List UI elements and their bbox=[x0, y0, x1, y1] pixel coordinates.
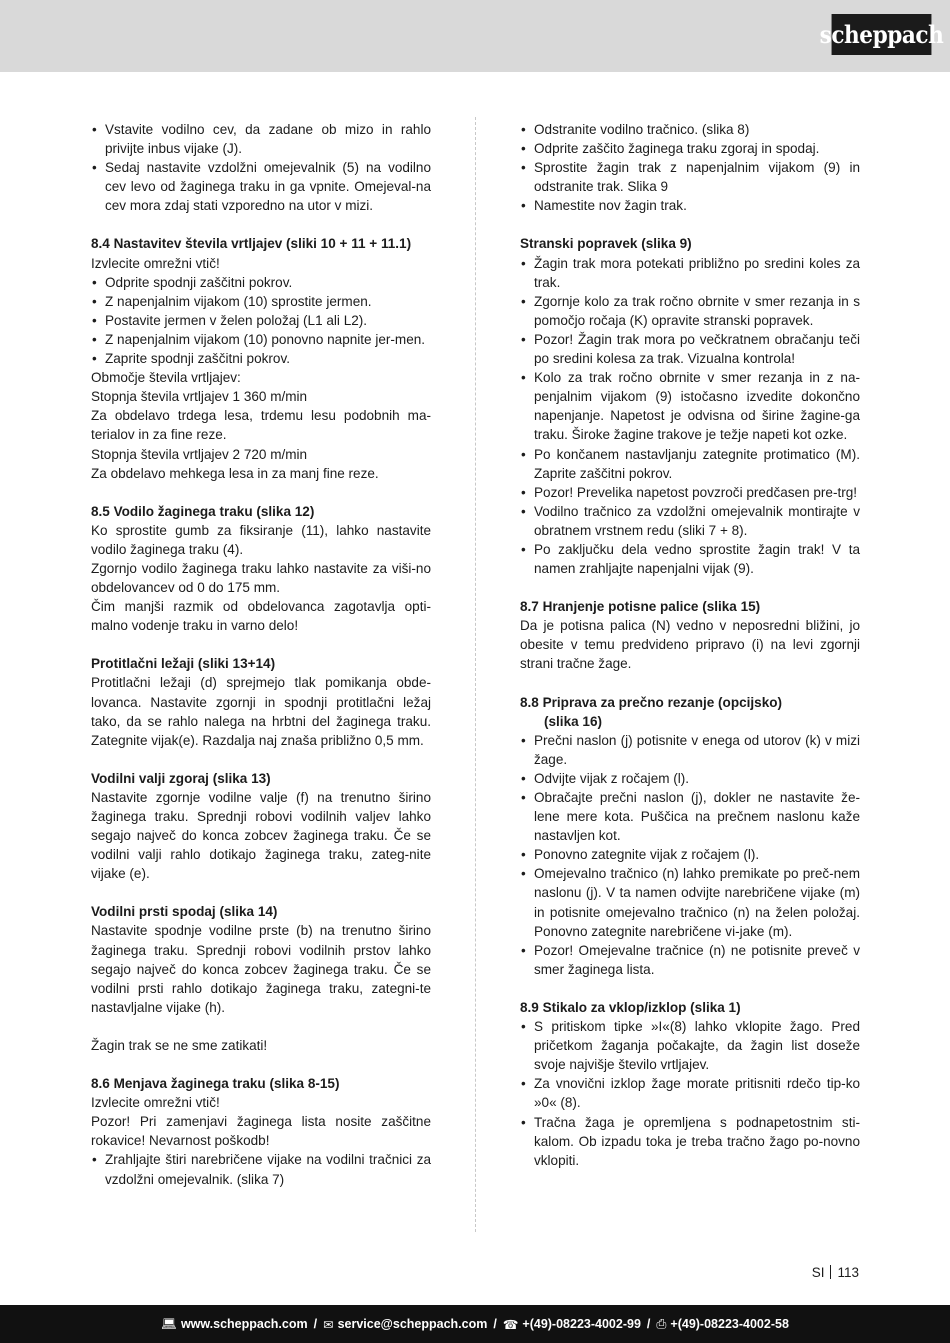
bullet-item: • Pozor! Žagin trak mora po večkratnem obračanju teči po sredini kolesa za trak. Vizualna kontrola! bbox=[520, 330, 860, 368]
section-spacer bbox=[520, 979, 860, 998]
section-spacer bbox=[91, 483, 431, 502]
bullet-item: • Pozor! Prevelika napetost povzroči predčasen pre-trg! bbox=[520, 483, 860, 502]
bullet-item: • Sprostite žagin trak z napenjalnim vijakom (9) in odstranite trak. Slika 9 bbox=[520, 158, 860, 196]
language-code: SI bbox=[811, 1265, 825, 1280]
section-spacer bbox=[520, 578, 860, 597]
page-footer bbox=[812, 1265, 859, 1280]
phone-icon: ☎︎ bbox=[502, 1317, 519, 1332]
section-spacer bbox=[91, 750, 431, 769]
paragraph: Ko sprostite gumb za fiksiranje (11), lahko nastavite vodilo žaginega traku (4). bbox=[91, 522, 431, 557]
section-heading: Vodilni prsti spodaj (slika 14) bbox=[91, 904, 278, 920]
phone-number[interactable]: +(49)-08223-4002-99 bbox=[522, 1317, 641, 1331]
page-number: 113 bbox=[837, 1265, 859, 1280]
paragraph: Nastavite spodnje vodilne prste (b) na trenutno širino žaginega traku. Sprednji robovi vodilnih prstov lahko segajo največ do konca zobcev žaginega traku. Če se vodilni prsti rahlo dotikajo žaginega traku, zategni-te nastavljalne vijake (h). bbox=[91, 923, 431, 1015]
paragraph: Za obdelavo trdega lesa, trdemu lesu podobnih ma-terialov in za fine reze. bbox=[91, 408, 431, 443]
bullet-item: • Zgornje kolo za trak ročno obrnite v smer rezanja in s pomočjo ročaja (K) opravite stranski popravek. bbox=[520, 292, 860, 330]
bullet-item: • Kolo za trak ročno obrnite v smer rezanja in z na-penjalnim vijakom (9) istočasno izvedite dokončno napenjanje. Napetost je odvisna od širine žagine-ga traku. Široke žagine trakove je težje napeti kot ozke. bbox=[520, 368, 860, 444]
bullet-item: • Namestite nov žagin trak. bbox=[520, 196, 860, 215]
section-heading: 8.6 Menjava žaginega traku (slika 8-15) bbox=[91, 1076, 340, 1092]
section-heading: 8.7 Hranjenje potisne palice (slika 15) bbox=[520, 599, 761, 615]
bullet-item: • Vodilno tračnico za vzdolžni omejevalnik montirajte v obratnem vrstnem redu (sliki 7 + 8). bbox=[520, 502, 860, 540]
fax-icon: ⎙ bbox=[656, 1316, 667, 1331]
mail-icon: ✉︎ bbox=[323, 1317, 334, 1332]
paragraph: Čim manjši razmik od obdelovanca zagotavlja opti-malno vodenje traku in varno delo! bbox=[91, 599, 431, 634]
contact-separator: / bbox=[313, 1317, 318, 1331]
bullet-item: • Omejevalno tračnico (n) lahko premikate po preč-nem naslonu (j). V ta namen odvijte narebričene vijake (m) in potisnite omejevalno tračnico (n) na želen položaj. Ponovno zategnite narebričene vi-jake (m). bbox=[520, 864, 860, 940]
bullet-item: • Odprite spodnji zaščitni pokrov. bbox=[91, 273, 431, 292]
column-divider bbox=[475, 117, 476, 1232]
bullet-item: • Vstavite vodilno cev, da zadane ob mizo in rahlo privijte inbus vijake (J). bbox=[91, 120, 431, 158]
bullet-item: • Za vnovični izklop žage morate pritisniti rdečo tip-ko »0« (8). bbox=[520, 1074, 860, 1112]
section-spacer bbox=[91, 215, 431, 234]
website-link[interactable]: www.scheppach.com bbox=[180, 1317, 308, 1331]
bullet-item: • Tračna žaga je opremljena s podnapetostnim sti-kalom. Ob izpadu toka je treba tračno žago po-novno vklopiti. bbox=[520, 1113, 860, 1170]
bullet-item: • Prečni naslon (j) potisnite v enega od utorov (k) v mizi žage. bbox=[520, 731, 860, 769]
section-heading: 8.9 Stikalo za vklop/izklop (slika 1) bbox=[520, 999, 741, 1015]
contact-separator: / bbox=[493, 1317, 497, 1331]
bullet-item: • Zaprite spodnji zaščitni pokrov. bbox=[91, 349, 431, 368]
bullet-item: • Z napenjalnim vijakom (10) ponovno napnite jer-men. bbox=[91, 330, 431, 349]
section-spacer bbox=[91, 1017, 431, 1036]
contact-separator: / bbox=[646, 1317, 651, 1331]
paragraph: Zgornjo vodilo žaginega traku lahko nastavite za viši-no obdelovancev od 0 do 175 mm. bbox=[91, 560, 431, 596]
computer-icon: 💻︎ bbox=[161, 1316, 177, 1331]
paragraph: Nastavite zgornje vodilne valje (f) na trenutno širino žaginega traku. Sprednji robovi vodilnih valjev lahko segajo največ do konca zobcev žaginega traku. Če se vodilni valji rahlo dotikajo žaginega traku, zateg-nite vijake (e). bbox=[91, 789, 431, 882]
paragraph: Za obdelavo mehkega lesa in za manj fine reze. bbox=[91, 465, 379, 481]
brand-logo-text: scheppach bbox=[819, 20, 944, 49]
bullet-item: • Odstranite vodilno tračnico. (slika 8) bbox=[520, 120, 860, 139]
bullet-item: • Po končanem nastavljanju zategnite protimatico (M). Zaprite zaščitni pokrov. bbox=[520, 445, 860, 483]
section-heading: Stranski popravek (slika 9) bbox=[520, 236, 692, 252]
bullet-item: • Ponovno zategnite vijak z ročajem (l). bbox=[520, 845, 860, 864]
bullet-item: • Odvijte vijak z ročajem (l). bbox=[520, 769, 860, 788]
section-spacer bbox=[91, 1055, 431, 1074]
bullet-item: • Po zaključku dela vedno sprostite žagin trak! V ta namen zrahljajte napenjalni vijak (9). bbox=[520, 540, 860, 578]
header-bar bbox=[0, 0, 950, 72]
paragraph: Stopnja števila vrtljajev 2 720 m/min bbox=[91, 446, 308, 462]
bullet-item: • Sedaj nastavite vzdolžni omejevalnik (5) na vodilno cev levo od žaginega traku in ga vpnite. Omejeval-na cev mora zdaj stati vzporedno na utor v mizi. bbox=[91, 158, 431, 215]
section-heading: Protitlačni ležaji (sliki 13+14) bbox=[91, 656, 276, 672]
section-heading-continuation: (slika 16) bbox=[544, 713, 602, 729]
bullet-item: • Žagin trak mora potekati približno po sredini koles za trak. bbox=[520, 254, 860, 292]
email-link[interactable]: service@scheppach.com bbox=[337, 1317, 488, 1331]
bullet-item: • Z napenjalnim vijakom (10) sprostite jermen. bbox=[91, 292, 431, 311]
paragraph: Da je potisna palica (N) vedno v neposredni bližini, jo obesite v temu predvideno pripravo (i) na levi zgornji strani tračne žage. bbox=[520, 618, 860, 672]
bullet-item: • Zrahljajte štiri narebričene vijake na vodilni tračnici za vzdolžni omejevalnik. (slika 7) bbox=[91, 1150, 431, 1188]
section-spacer bbox=[520, 674, 860, 693]
paragraph: Območje števila vrtljajev: bbox=[91, 370, 241, 386]
section-heading: 8.4 Nastavitev števila vrtljajev (sliki 10 + 11 + 11.1) bbox=[91, 236, 412, 252]
section-spacer bbox=[91, 635, 431, 654]
section-heading: 8.8 Priprava za prečno rezanje (opcijsko) bbox=[520, 694, 783, 710]
right-column bbox=[520, 120, 860, 1170]
paragraph: Izvlecite omrežni vtič! bbox=[91, 255, 220, 271]
fax-number: +(49)-08223-4002-58 bbox=[670, 1317, 789, 1331]
paragraph: Protitlačni ležaji (d) sprejmejo tlak pomikanja obde-lovanca. Nastavite zgornji in spodnji protitlačni ležaj tako, da se rahlo nalega na hrbtni del žaginega traku. Zategnite vijak(e). Razdalja naj znaša približno 0,5 mm. bbox=[91, 675, 431, 748]
paragraph: Pozor! Pri zamenjavi žaginega lista nosite zaščitne rokavice! Nevarnost poškodb! bbox=[91, 1114, 431, 1149]
section-heading: 8.5 Vodilo žaginega traku (slika 12) bbox=[91, 503, 315, 519]
paragraph: Žagin trak se ne sme zatikati! bbox=[91, 1037, 268, 1053]
bullet-item: • S pritiskom tipke »I«(8) lahko vklopite žago. Pred pričetkom žaganja počakajte, da žagin list doseže svoje najvišje število vrtljajev. bbox=[520, 1017, 860, 1074]
bullet-item: • Pozor! Omejevalne tračnice (n) ne potisnite preveč v smer žaginega lista. bbox=[520, 941, 860, 979]
bullet-item: • Postavite jermen v želen položaj (L1 ali L2). bbox=[91, 311, 431, 330]
bullet-item: • Odprite zaščito žaginega traku zgoraj in spodaj. bbox=[520, 139, 860, 158]
section-spacer bbox=[520, 215, 860, 234]
section-heading: Vodilni valji zgoraj (slika 13) bbox=[91, 770, 271, 786]
section-spacer bbox=[91, 883, 431, 902]
paragraph: Stopnja števila vrtljajev 1 360 m/min bbox=[91, 389, 308, 405]
brand-logo bbox=[819, 14, 944, 55]
left-column bbox=[91, 120, 431, 1189]
footer-separator bbox=[830, 1265, 831, 1279]
bullet-item: • Obračajte prečni naslon (j), dokler ne nastavite že-lene mere kota. Puščica na prečnem naslonu kaže nastavljen kot. bbox=[520, 788, 860, 845]
contact-bar bbox=[0, 1305, 950, 1343]
paragraph: Izvlecite omrežni vtič! bbox=[91, 1095, 220, 1111]
